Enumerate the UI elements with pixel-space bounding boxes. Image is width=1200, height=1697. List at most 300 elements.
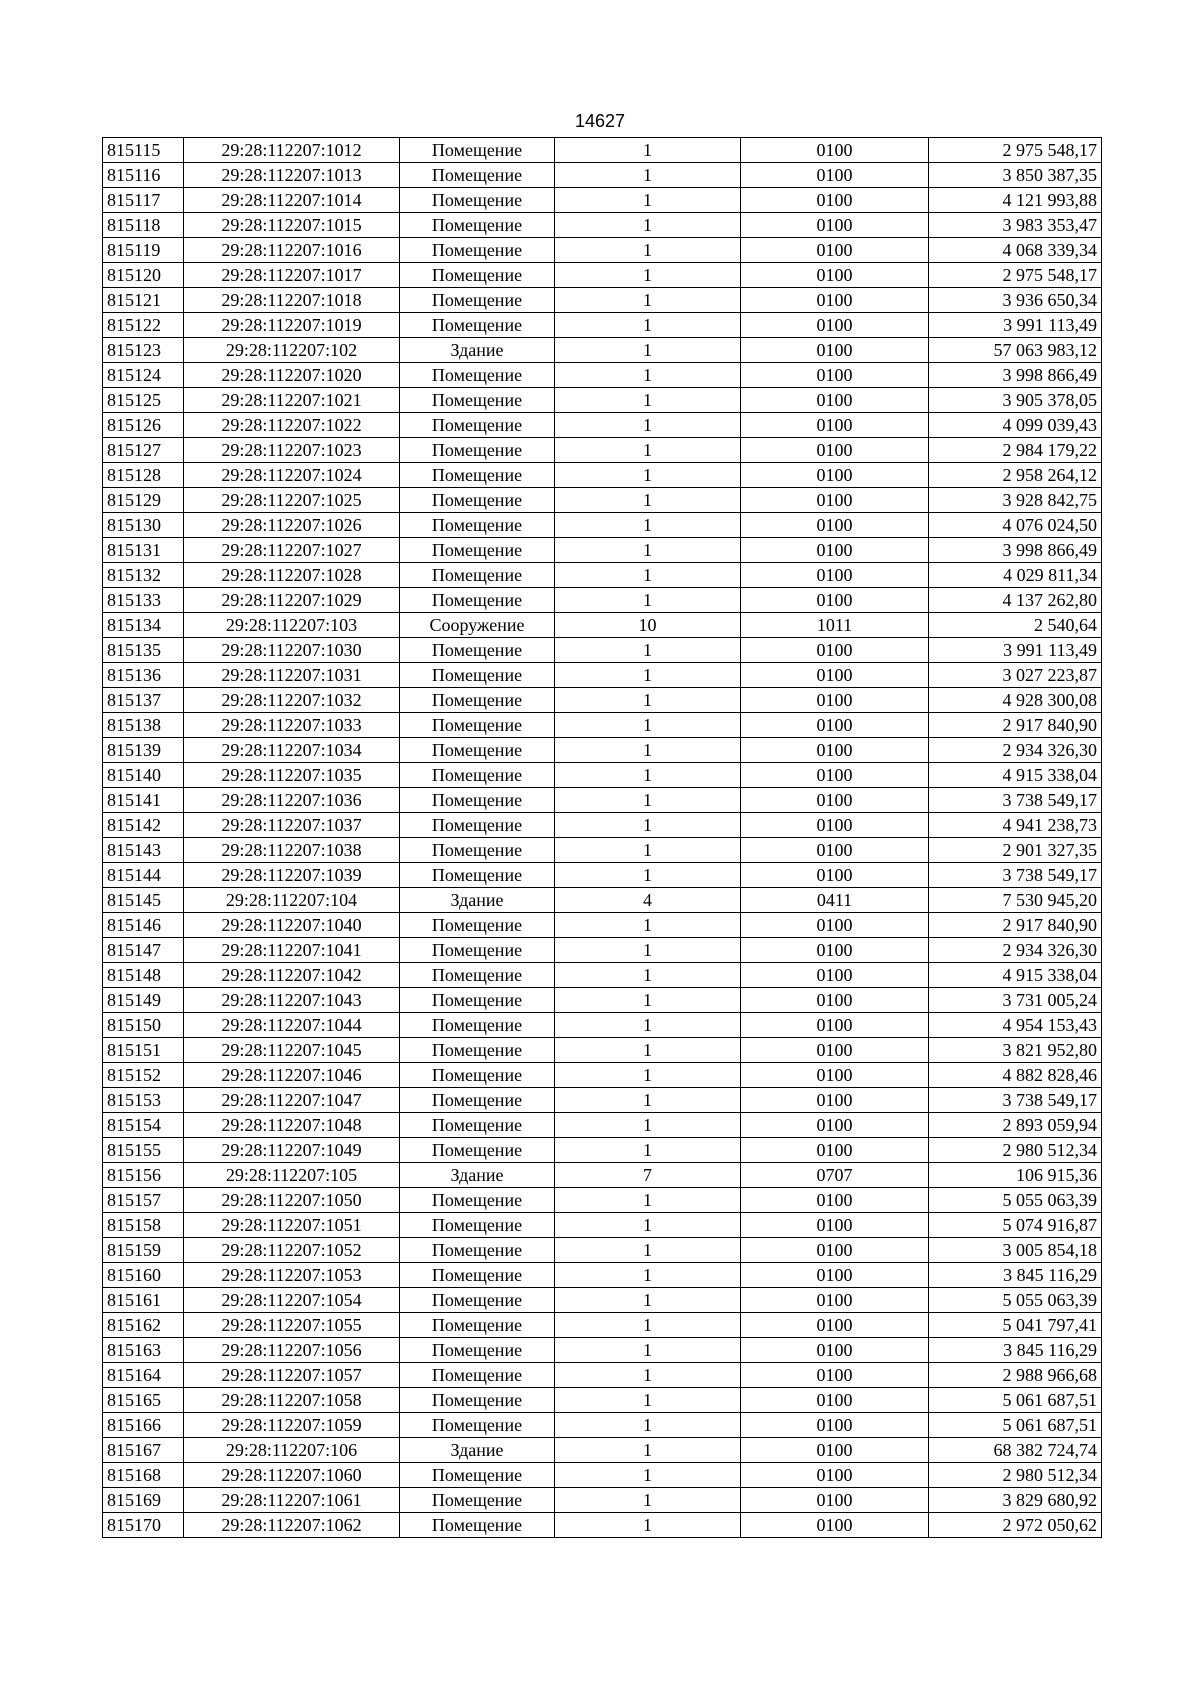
object-type-cell: Помещение: [400, 563, 555, 588]
row-number-cell: 815121: [103, 288, 184, 313]
cadastral-value-cell: 2 980 512,34: [929, 1138, 1102, 1163]
group-cell: 1: [555, 1113, 741, 1138]
group-cell: 1: [555, 463, 741, 488]
row-number-cell: 815130: [103, 513, 184, 538]
code-cell: 0411: [741, 888, 929, 913]
code-cell: 0100: [741, 1213, 929, 1238]
cadastral-number-cell: 29:28:112207:1041: [184, 938, 400, 963]
cadastral-number-cell: 29:28:112207:102: [184, 338, 400, 363]
group-cell: 1: [555, 638, 741, 663]
table-row: [103, 963, 1102, 988]
cadastral-value-cell: 2 984 179,22: [929, 438, 1102, 463]
object-type-cell: Помещение: [400, 988, 555, 1013]
group-cell: 1: [555, 913, 741, 938]
row-number-cell: 815148: [103, 963, 184, 988]
code-cell: 0100: [741, 1188, 929, 1213]
code-cell: 0100: [741, 963, 929, 988]
table-row: [103, 1088, 1102, 1113]
table-row: [103, 738, 1102, 763]
cadastral-value-cell: 3 027 223,87: [929, 663, 1102, 688]
cadastral-number-cell: 29:28:112207:1028: [184, 563, 400, 588]
row-number-cell: 815127: [103, 438, 184, 463]
code-cell: 0100: [741, 263, 929, 288]
object-type-cell: Сооружение: [400, 613, 555, 638]
row-number-cell: 815159: [103, 1238, 184, 1263]
row-number-cell: 815123: [103, 338, 184, 363]
table-row: [103, 338, 1102, 363]
cadastral-number-cell: 29:28:112207:1039: [184, 863, 400, 888]
object-type-cell: Помещение: [400, 313, 555, 338]
cadastral-value-cell: 2 958 264,12: [929, 463, 1102, 488]
group-cell: 1: [555, 663, 741, 688]
table-row: [103, 1163, 1102, 1188]
group-cell: 1: [555, 788, 741, 813]
table-row: [103, 838, 1102, 863]
row-number-cell: 815129: [103, 488, 184, 513]
table-row: [103, 1338, 1102, 1363]
cadastral-number-cell: 29:28:112207:1035: [184, 763, 400, 788]
row-number-cell: 815119: [103, 238, 184, 263]
code-cell: 0100: [741, 413, 929, 438]
row-number-cell: 815144: [103, 863, 184, 888]
code-cell: 0100: [741, 313, 929, 338]
object-type-cell: Помещение: [400, 1388, 555, 1413]
code-cell: 0100: [741, 938, 929, 963]
table-row: [103, 863, 1102, 888]
object-type-cell: Помещение: [400, 463, 555, 488]
cadastral-value-cell: 4 941 238,73: [929, 813, 1102, 838]
table-row: [103, 638, 1102, 663]
table-row: [103, 1513, 1102, 1538]
row-number-cell: 815133: [103, 588, 184, 613]
cadastral-value-cell: 4 915 338,04: [929, 963, 1102, 988]
table-row: [103, 238, 1102, 263]
cadastral-value-cell: 106 915,36: [929, 1163, 1102, 1188]
cadastral-number-cell: 29:28:112207:1023: [184, 438, 400, 463]
table-row: [103, 1313, 1102, 1338]
cadastral-value-cell: 2 917 840,90: [929, 713, 1102, 738]
registry-table: [102, 137, 1102, 1538]
cadastral-value-cell: 3 998 866,49: [929, 538, 1102, 563]
row-number-cell: 815125: [103, 388, 184, 413]
code-cell: 0100: [741, 988, 929, 1013]
cadastral-number-cell: 29:28:112207:1048: [184, 1113, 400, 1138]
code-cell: 0100: [741, 788, 929, 813]
code-cell: 0100: [741, 638, 929, 663]
group-cell: 1: [555, 1013, 741, 1038]
code-cell: 0100: [741, 1063, 929, 1088]
group-cell: 1: [555, 313, 741, 338]
object-type-cell: Помещение: [400, 663, 555, 688]
object-type-cell: Помещение: [400, 1088, 555, 1113]
object-type-cell: Помещение: [400, 1288, 555, 1313]
row-number-cell: 815137: [103, 688, 184, 713]
group-cell: 1: [555, 588, 741, 613]
cadastral-number-cell: 29:28:112207:1061: [184, 1488, 400, 1513]
table-row: [103, 1263, 1102, 1288]
group-cell: 1: [555, 1388, 741, 1413]
cadastral-number-cell: 29:28:112207:1052: [184, 1238, 400, 1263]
table-row: [103, 788, 1102, 813]
object-type-cell: Помещение: [400, 1488, 555, 1513]
table-row: [103, 713, 1102, 738]
object-type-cell: Помещение: [400, 438, 555, 463]
cadastral-value-cell: 2 972 050,62: [929, 1513, 1102, 1538]
group-cell: 1: [555, 238, 741, 263]
cadastral-value-cell: 2 980 512,34: [929, 1463, 1102, 1488]
object-type-cell: Помещение: [400, 1463, 555, 1488]
table-row: [103, 813, 1102, 838]
table-row: [103, 513, 1102, 538]
row-number-cell: 815157: [103, 1188, 184, 1213]
code-cell: 0100: [741, 863, 929, 888]
cadastral-value-cell: 5 055 063,39: [929, 1288, 1102, 1313]
cadastral-number-cell: 29:28:112207:1026: [184, 513, 400, 538]
group-cell: 1: [555, 1263, 741, 1288]
code-cell: 0100: [741, 1363, 929, 1388]
table-row: [103, 913, 1102, 938]
cadastral-value-cell: 3 998 866,49: [929, 363, 1102, 388]
code-cell: 0100: [741, 1013, 929, 1038]
group-cell: 7: [555, 1163, 741, 1188]
code-cell: 0100: [741, 1238, 929, 1263]
table-row: [103, 1188, 1102, 1213]
table-row: [103, 363, 1102, 388]
cadastral-number-cell: 29:28:112207:1022: [184, 413, 400, 438]
object-type-cell: Помещение: [400, 588, 555, 613]
object-type-cell: Здание: [400, 1163, 555, 1188]
cadastral-value-cell: 57 063 983,12: [929, 338, 1102, 363]
group-cell: 1: [555, 263, 741, 288]
cadastral-value-cell: 4 068 339,34: [929, 238, 1102, 263]
table-row: [103, 413, 1102, 438]
group-cell: 1: [555, 438, 741, 463]
cadastral-number-cell: 29:28:112207:1020: [184, 363, 400, 388]
cadastral-number-cell: 29:28:112207:1033: [184, 713, 400, 738]
table-row: [103, 1238, 1102, 1263]
table-row: [103, 263, 1102, 288]
row-number-cell: 815152: [103, 1063, 184, 1088]
table-row: [103, 763, 1102, 788]
cadastral-number-cell: 29:28:112207:1051: [184, 1213, 400, 1238]
code-cell: 0100: [741, 1388, 929, 1413]
cadastral-value-cell: 3 005 854,18: [929, 1238, 1102, 1263]
row-number-cell: 815122: [103, 313, 184, 338]
cadastral-number-cell: 29:28:112207:1031: [184, 663, 400, 688]
code-cell: 0100: [741, 1088, 929, 1113]
cadastral-value-cell: 4 137 262,80: [929, 588, 1102, 613]
code-cell: 0100: [741, 1313, 929, 1338]
cadastral-number-cell: 29:28:112207:106: [184, 1438, 400, 1463]
cadastral-number-cell: 29:28:112207:1056: [184, 1338, 400, 1363]
cadastral-number-cell: 29:28:112207:1055: [184, 1313, 400, 1338]
code-cell: 0100: [741, 1113, 929, 1138]
cadastral-value-cell: 2 975 548,17: [929, 138, 1102, 163]
cadastral-number-cell: 29:28:112207:1014: [184, 188, 400, 213]
cadastral-value-cell: 3 991 113,49: [929, 638, 1102, 663]
table-row: [103, 1463, 1102, 1488]
group-cell: 1: [555, 188, 741, 213]
page-number: 14627: [574, 111, 626, 131]
cadastral-number-cell: 29:28:112207:1047: [184, 1088, 400, 1113]
cadastral-number-cell: 29:28:112207:1037: [184, 813, 400, 838]
code-cell: 0100: [741, 388, 929, 413]
object-type-cell: Помещение: [400, 413, 555, 438]
code-cell: 0100: [741, 163, 929, 188]
object-type-cell: Помещение: [400, 138, 555, 163]
code-cell: 0100: [741, 288, 929, 313]
cadastral-value-cell: 5 061 687,51: [929, 1413, 1102, 1438]
object-type-cell: Здание: [400, 888, 555, 913]
registry-table-body: [103, 138, 1102, 1538]
cadastral-number-cell: 29:28:112207:1018: [184, 288, 400, 313]
table-row: [103, 1038, 1102, 1063]
object-type-cell: Помещение: [400, 1413, 555, 1438]
row-number-cell: 815166: [103, 1413, 184, 1438]
row-number-cell: 815168: [103, 1463, 184, 1488]
object-type-cell: Помещение: [400, 1013, 555, 1038]
code-cell: 0707: [741, 1163, 929, 1188]
row-number-cell: 815160: [103, 1263, 184, 1288]
cadastral-number-cell: 29:28:112207:1043: [184, 988, 400, 1013]
row-number-cell: 815131: [103, 538, 184, 563]
code-cell: 0100: [741, 513, 929, 538]
cadastral-number-cell: 29:28:112207:1045: [184, 1038, 400, 1063]
object-type-cell: Помещение: [400, 263, 555, 288]
code-cell: 0100: [741, 588, 929, 613]
code-cell: 1011: [741, 613, 929, 638]
row-number-cell: 815115: [103, 138, 184, 163]
object-type-cell: Помещение: [400, 288, 555, 313]
row-number-cell: 815124: [103, 363, 184, 388]
object-type-cell: Помещение: [400, 1038, 555, 1063]
cadastral-number-cell: 29:28:112207:1021: [184, 388, 400, 413]
cadastral-number-cell: 29:28:112207:1034: [184, 738, 400, 763]
cadastral-number-cell: 29:28:112207:103: [184, 613, 400, 638]
group-cell: 1: [555, 1088, 741, 1113]
cadastral-value-cell: 5 041 797,41: [929, 1313, 1102, 1338]
object-type-cell: Помещение: [400, 1113, 555, 1138]
cadastral-value-cell: 2 917 840,90: [929, 913, 1102, 938]
code-cell: 0100: [741, 1413, 929, 1438]
group-cell: 1: [555, 938, 741, 963]
row-number-cell: 815120: [103, 263, 184, 288]
row-number-cell: 815156: [103, 1163, 184, 1188]
cadastral-value-cell: 3 738 549,17: [929, 788, 1102, 813]
object-type-cell: Помещение: [400, 1238, 555, 1263]
cadastral-value-cell: 3 731 005,24: [929, 988, 1102, 1013]
group-cell: 1: [555, 1338, 741, 1363]
object-type-cell: Здание: [400, 338, 555, 363]
table-row: [103, 438, 1102, 463]
row-number-cell: 815117: [103, 188, 184, 213]
cadastral-value-cell: 2 988 966,68: [929, 1363, 1102, 1388]
object-type-cell: Помещение: [400, 238, 555, 263]
row-number-cell: 815164: [103, 1363, 184, 1388]
object-type-cell: Помещение: [400, 738, 555, 763]
code-cell: 0100: [741, 688, 929, 713]
row-number-cell: 815170: [103, 1513, 184, 1538]
code-cell: 0100: [741, 1138, 929, 1163]
code-cell: 0100: [741, 1438, 929, 1463]
object-type-cell: Помещение: [400, 213, 555, 238]
cadastral-number-cell: 29:28:112207:1029: [184, 588, 400, 613]
table-row: [103, 1213, 1102, 1238]
cadastral-number-cell: 29:28:112207:1038: [184, 838, 400, 863]
row-number-cell: 815147: [103, 938, 184, 963]
table-row: [103, 388, 1102, 413]
object-type-cell: Помещение: [400, 513, 555, 538]
row-number-cell: 815155: [103, 1138, 184, 1163]
table-row: [103, 1113, 1102, 1138]
cadastral-number-cell: 29:28:112207:1017: [184, 263, 400, 288]
table-row: [103, 663, 1102, 688]
cadastral-value-cell: 4 882 828,46: [929, 1063, 1102, 1088]
row-number-cell: 815149: [103, 988, 184, 1013]
code-cell: 0100: [741, 1463, 929, 1488]
object-type-cell: Здание: [400, 1438, 555, 1463]
group-cell: 1: [555, 1188, 741, 1213]
table-row: [103, 1438, 1102, 1463]
cadastral-value-cell: 5 061 687,51: [929, 1388, 1102, 1413]
cadastral-value-cell: 3 829 680,92: [929, 1488, 1102, 1513]
cadastral-value-cell: 2 934 326,30: [929, 938, 1102, 963]
row-number-cell: 815143: [103, 838, 184, 863]
cadastral-number-cell: 29:28:112207:1027: [184, 538, 400, 563]
object-type-cell: Помещение: [400, 838, 555, 863]
code-cell: 0100: [741, 763, 929, 788]
group-cell: 1: [555, 988, 741, 1013]
table-row: [103, 688, 1102, 713]
object-type-cell: Помещение: [400, 1138, 555, 1163]
code-cell: 0100: [741, 438, 929, 463]
code-cell: 0100: [741, 563, 929, 588]
table-row: [103, 463, 1102, 488]
group-cell: 1: [555, 538, 741, 563]
group-cell: 1: [555, 863, 741, 888]
object-type-cell: Помещение: [400, 1363, 555, 1388]
object-type-cell: Помещение: [400, 638, 555, 663]
cadastral-value-cell: 4 928 300,08: [929, 688, 1102, 713]
cadastral-value-cell: 2 975 548,17: [929, 263, 1102, 288]
cadastral-number-cell: 29:28:112207:1042: [184, 963, 400, 988]
object-type-cell: Помещение: [400, 763, 555, 788]
table-row: [103, 1488, 1102, 1513]
row-number-cell: 815161: [103, 1288, 184, 1313]
code-cell: 0100: [741, 813, 929, 838]
group-cell: 1: [555, 413, 741, 438]
object-type-cell: Помещение: [400, 913, 555, 938]
code-cell: 0100: [741, 238, 929, 263]
cadastral-value-cell: 4 954 153,43: [929, 1013, 1102, 1038]
row-number-cell: 815151: [103, 1038, 184, 1063]
object-type-cell: Помещение: [400, 388, 555, 413]
group-cell: 1: [555, 1363, 741, 1388]
row-number-cell: 815150: [103, 1013, 184, 1038]
code-cell: 0100: [741, 838, 929, 863]
object-type-cell: Помещение: [400, 788, 555, 813]
row-number-cell: 815116: [103, 163, 184, 188]
row-number-cell: 815146: [103, 913, 184, 938]
cadastral-number-cell: 29:28:112207:1036: [184, 788, 400, 813]
object-type-cell: Помещение: [400, 813, 555, 838]
table-row: [103, 1413, 1102, 1438]
row-number-cell: 815140: [103, 763, 184, 788]
group-cell: 1: [555, 1463, 741, 1488]
row-number-cell: 815145: [103, 888, 184, 913]
cadastral-value-cell: 4 915 338,04: [929, 763, 1102, 788]
group-cell: 1: [555, 1238, 741, 1263]
cadastral-number-cell: 29:28:112207:1060: [184, 1463, 400, 1488]
object-type-cell: Помещение: [400, 163, 555, 188]
group-cell: 1: [555, 1063, 741, 1088]
table-row: [103, 538, 1102, 563]
group-cell: 1: [555, 1413, 741, 1438]
row-number-cell: 815158: [103, 1213, 184, 1238]
group-cell: 1: [555, 288, 741, 313]
cadastral-value-cell: 2 540,64: [929, 613, 1102, 638]
table-row: [103, 313, 1102, 338]
object-type-cell: Помещение: [400, 1313, 555, 1338]
code-cell: 0100: [741, 1513, 929, 1538]
cadastral-number-cell: 29:28:112207:1050: [184, 1188, 400, 1213]
table-row: [103, 1138, 1102, 1163]
row-number-cell: 815142: [103, 813, 184, 838]
table-row: [103, 1288, 1102, 1313]
row-number-cell: 815134: [103, 613, 184, 638]
group-cell: 1: [555, 1138, 741, 1163]
row-number-cell: 815118: [103, 213, 184, 238]
group-cell: 1: [555, 1038, 741, 1063]
cadastral-number-cell: 29:28:112207:1030: [184, 638, 400, 663]
object-type-cell: Помещение: [400, 1513, 555, 1538]
row-number-cell: 815163: [103, 1338, 184, 1363]
code-cell: 0100: [741, 538, 929, 563]
cadastral-value-cell: 2 934 326,30: [929, 738, 1102, 763]
cadastral-number-cell: 29:28:112207:1053: [184, 1263, 400, 1288]
object-type-cell: Помещение: [400, 1213, 555, 1238]
table-row: [103, 563, 1102, 588]
code-cell: 0100: [741, 738, 929, 763]
row-number-cell: 815154: [103, 1113, 184, 1138]
cadastral-number-cell: 29:28:112207:1054: [184, 1288, 400, 1313]
group-cell: 1: [555, 488, 741, 513]
cadastral-number-cell: 29:28:112207:1019: [184, 313, 400, 338]
group-cell: 1: [555, 1313, 741, 1338]
group-cell: 1: [555, 688, 741, 713]
table-row: [103, 613, 1102, 638]
group-cell: 1: [555, 813, 741, 838]
object-type-cell: Помещение: [400, 363, 555, 388]
table-row: [103, 213, 1102, 238]
group-cell: 1: [555, 838, 741, 863]
row-number-cell: 815141: [103, 788, 184, 813]
object-type-cell: Помещение: [400, 963, 555, 988]
cadastral-number-cell: 29:28:112207:104: [184, 888, 400, 913]
group-cell: 10: [555, 613, 741, 638]
cadastral-value-cell: 2 901 327,35: [929, 838, 1102, 863]
code-cell: 0100: [741, 138, 929, 163]
group-cell: 1: [555, 713, 741, 738]
cadastral-value-cell: 3 936 650,34: [929, 288, 1102, 313]
table-row: [103, 1363, 1102, 1388]
cadastral-value-cell: 2 893 059,94: [929, 1113, 1102, 1138]
code-cell: 0100: [741, 713, 929, 738]
cadastral-value-cell: 3 991 113,49: [929, 313, 1102, 338]
cadastral-value-cell: 4 121 993,88: [929, 188, 1102, 213]
table-row: [103, 1013, 1102, 1038]
code-cell: 0100: [741, 363, 929, 388]
